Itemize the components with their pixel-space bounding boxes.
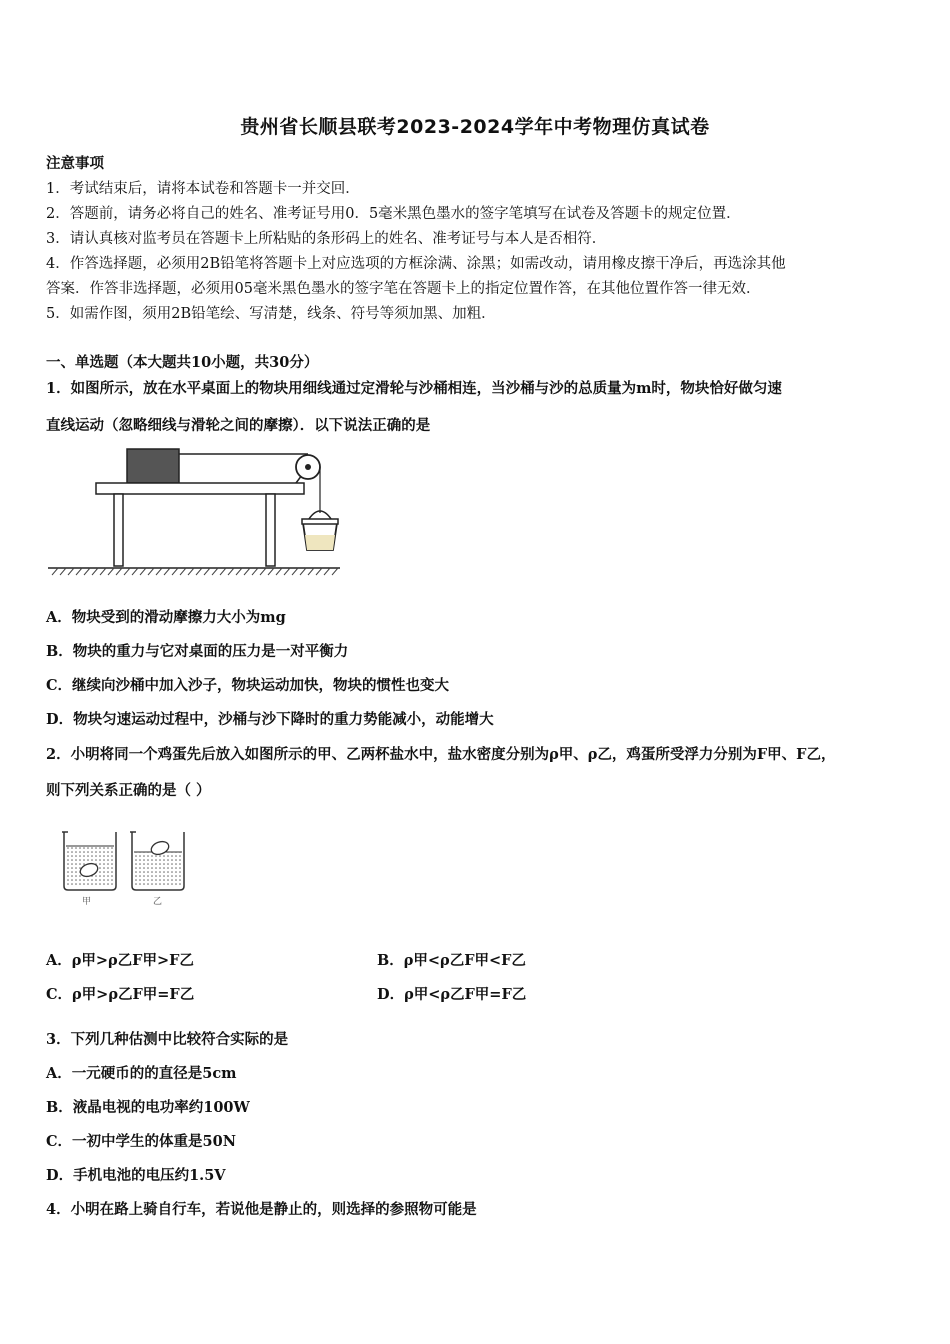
tabletop xyxy=(96,483,304,494)
q1-stem-line2: 直线运动（忽略细线与滑轮之间的摩擦）．以下说法正确的是 xyxy=(46,417,431,434)
notice-heading: 注意事项 xyxy=(46,155,104,172)
notice-item-2: 2．答题前，请务必将自己的姓名、准考证号用0．5毫米黑色墨水的签字笔填写在试卷及答题卡的规定位置． xyxy=(46,206,741,222)
q3-option-b: B．液晶电视的电功率约100W xyxy=(46,1099,250,1116)
label-yi: 乙 xyxy=(153,897,163,907)
notice-item-4: 4．作答选择题，必须用2B铅笔将答题卡上对应选项的方框涂满、涂黑；如需改动，请用橡皮擦干净后，再选涂其他 xyxy=(46,256,786,272)
notice-item-1: 1．考试结束后，请将本试卷和答题卡一并交回． xyxy=(46,181,360,197)
beakers-figure xyxy=(58,826,198,908)
q3-stem: 3．下列几种估测中比较符合实际的是 xyxy=(46,1031,289,1048)
notice-item-3: 3．请认真核对监考员在答题卡上所粘贴的条形码上的姓名、准考证号与本人是否相符． xyxy=(46,231,607,247)
beaker-yi xyxy=(130,832,184,890)
beaker-jia xyxy=(62,832,116,890)
pulley-table-figure xyxy=(44,440,344,580)
page-title: 贵州省长顺县联考2023-2024学年中考物理仿真试卷 xyxy=(240,116,710,138)
table-leg-right xyxy=(266,494,275,566)
q3-option-a: A．一元硬币的的直径是5cm xyxy=(46,1065,237,1082)
q3-option-c: C．一初中学生的体重是50N xyxy=(46,1133,236,1150)
q2-option-d: D．ρ甲<ρ乙F甲=F乙 xyxy=(377,986,527,1003)
table-leg-left xyxy=(114,494,123,566)
q1-option-c: C．继续向沙桶中加入沙子，物块运动加快，物块的惯性也变大 xyxy=(46,677,450,694)
q2-stem-line2: 则下列关系正确的是（ ） xyxy=(46,782,211,799)
q4-stem: 4．小明在路上骑自行车，若说他是静止的，则选择的参照物可能是 xyxy=(46,1201,477,1218)
q2-stem-line1: 2．小明将同一个鸡蛋先后放入如图所示的甲、乙两杯盐水中，盐水密度分别为ρ甲、ρ乙，鸡蛋所受浮力分别为F甲、F乙， xyxy=(46,746,836,763)
label-jia: 甲 xyxy=(82,897,92,907)
q1-option-d: D．物块匀速运动过程中，沙桶与沙下降时的重力势能减小，动能增大 xyxy=(46,711,494,728)
q2-option-c: C．ρ甲>ρ乙F甲=F乙 xyxy=(46,986,195,1003)
q1-option-a: A．物块受到的滑动摩擦力大小为mg xyxy=(46,609,286,626)
q2-option-a: A．ρ甲>ρ乙F甲>F乙 xyxy=(46,952,194,969)
q2-option-b: B．ρ甲<ρ乙F甲<F乙 xyxy=(377,952,526,969)
q1-stem-line1: 1．如图所示，放在水平桌面上的物块用细线通过定滑轮与沙桶相连，当沙桶与沙的总质量为m时，物块恰好做匀速 xyxy=(46,380,782,397)
block xyxy=(127,449,179,483)
notice-item-4-cont: 答案．作答非选择题，必须用05毫米黑色墨水的签字笔在答题卡上的指定位置作答，在其他位置作答一律无效． xyxy=(46,281,761,297)
q1-option-b: B．物块的重力与它对桌面的压力是一对平衡力 xyxy=(46,643,349,660)
q3-option-d: D．手机电池的电压约1.5V xyxy=(46,1167,226,1184)
notice-item-5: 5．如需作图，须用2B铅笔绘、写清楚，线条、符号等须加黑、加粗． xyxy=(46,306,496,322)
section-heading: 一、单选题（本大题共10小题，共30分） xyxy=(46,354,319,371)
